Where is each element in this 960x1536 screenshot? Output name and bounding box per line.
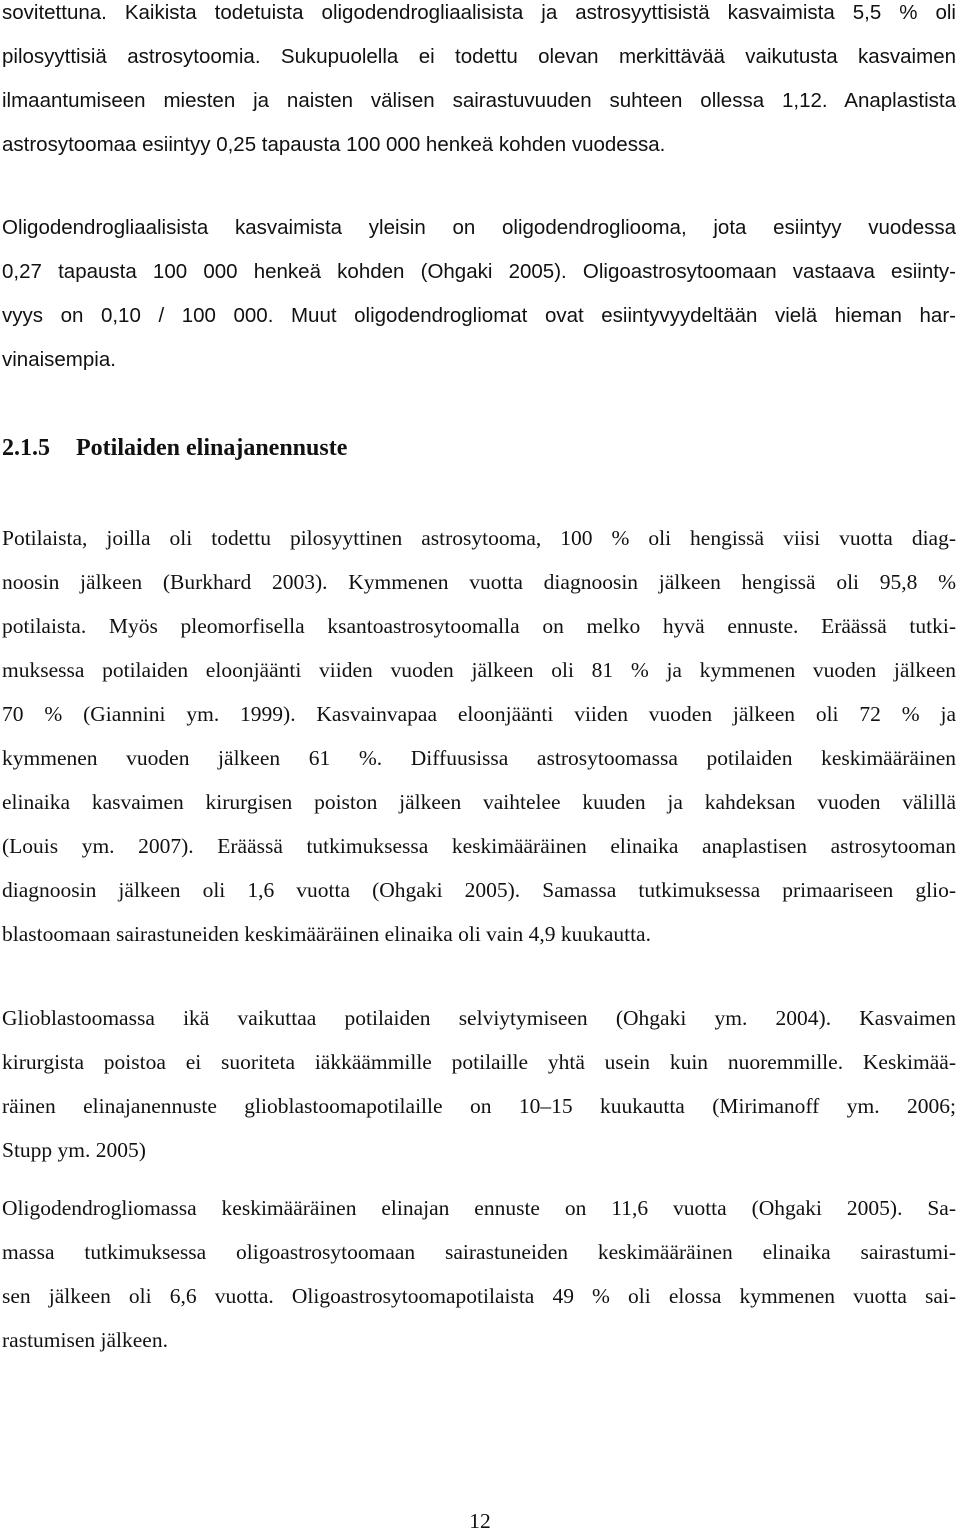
paragraph-oligodendroglial [2,206,956,382]
text-line: (Louis ym. 2007). Eräässä tutkimuksessa keskimääräinen elinaika anaplastisen astrosytooman [2,834,956,858]
text-line: vyys on 0,10 / 100 000. Muut oligodendrogliomat ovat esiintyvyydeltään vielä hieman har- [2,304,956,327]
text-line: diagnoosin jälkeen oli 1,6 vuotta (Ohgaki 2005). Samassa tutkimuksessa primaariseen glio- [2,878,956,902]
text-line: 0,27 tapausta 100 000 henkeä kohden (Ohgaki 2005). Oligoastrosytoomaan vastaava esiinty- [2,260,956,283]
text-line: Oligodendrogliomassa keskimääräinen elinajan ennuste on 11,6 vuotta (Ohgaki 2005). Sa- [2,1196,956,1220]
text-line: Oligodendrogliaalisista kasvaimista yleisin on oligodendrogliooma, jota esiintyy vuodessa [2,216,956,239]
text-line: sovitettuna. Kaikista todetuista oligodendrogliaalisista ja astrosyyttisistä kasvaimista 5,5 % oli [2,1,956,24]
paragraph-prognosis [2,516,956,956]
text-line: muksessa potilaiden eloonjäänti viiden vuoden jälkeen oli 81 % ja kymmenen vuoden jälkeen [2,658,956,682]
text-line: pilosyyttisiä astrosytoomia. Sukupuolella ei todettu olevan merkittävää vaikutusta kasvaimen [2,45,956,68]
paragraph-glioblastoma [2,996,956,1172]
text-line: räinen elinajanennuste glioblastoomapotilaille on 10–15 kuukautta (Mirimanoff ym. 2006; [2,1094,956,1118]
text-line: kirurgista poistoa ei suoriteta iäkkäämmille potilaille yhtä usein kuin nuoremmille. Keskimää- [2,1050,956,1074]
section-title: Potilaiden elinajanennuste [76,435,348,461]
text-line: Stupp ym. 2005) [2,1138,146,1162]
text-line: astrosytoomaa esiintyy 0,25 tapausta 100 000 henkeä kohden vuodessa. [2,133,666,156]
text-line: 70 % (Giannini ym. 1999). Kasvainvapaa eloonjäänti viiden vuoden jälkeen oli 72 % ja [2,702,956,726]
paragraph-intro [2,0,956,167]
text-line: Potilaista, joilla oli todettu pilosyyttinen astrosytooma, 100 % oli hengissä viisi vuotta diag- [2,526,956,550]
section-heading [2,428,347,468]
section-number: 2.1.5 [2,435,50,461]
text-line: rastumisen jälkeen. [2,1328,168,1352]
text-line: potilaista. Myös pleomorfisella ksantoastrosytoomalla on melko hyvä ennuste. Eräässä tutki- [2,614,956,638]
text-line: massa tutkimuksessa oligoastrosytoomaan sairastuneiden keskimääräinen elinaika sairastumi- [2,1240,956,1264]
text-line: vinaisempia. [2,348,116,371]
text-line: Glioblastoomassa ikä vaikuttaa potilaiden selviytymiseen (Ohgaki ym. 2004). Kasvaimen [2,1006,956,1030]
text-line: sen jälkeen oli 6,6 vuotta. Oligoastrosytoomapotilaista 49 % oli elossa kymmenen vuotta sai- [2,1284,956,1308]
text-line: noosin jälkeen (Burkhard 2003). Kymmenen vuotta diagnoosin jälkeen hengissä oli 95,8 % [2,570,956,594]
page-number: 12 [469,1509,491,1533]
text-line: ilmaantumiseen miesten ja naisten välisen sairastuvuuden suhteen ollessa 1,12. Anaplastista [2,89,956,112]
paragraph-oligodendroglioma-survival [2,1186,956,1362]
text-line: elinaika kasvaimen kirurgisen poiston jälkeen vaihtelee kuuden ja kahdeksan vuoden välillä [2,790,956,814]
text-line: blastoomaan sairastuneiden keskimääräinen elinaika oli vain 4,9 kuukautta. [2,922,651,946]
text-line: kymmenen vuoden jälkeen 61 %. Diffuusissa astrosytoomassa potilaiden keskimääräinen [2,746,956,770]
